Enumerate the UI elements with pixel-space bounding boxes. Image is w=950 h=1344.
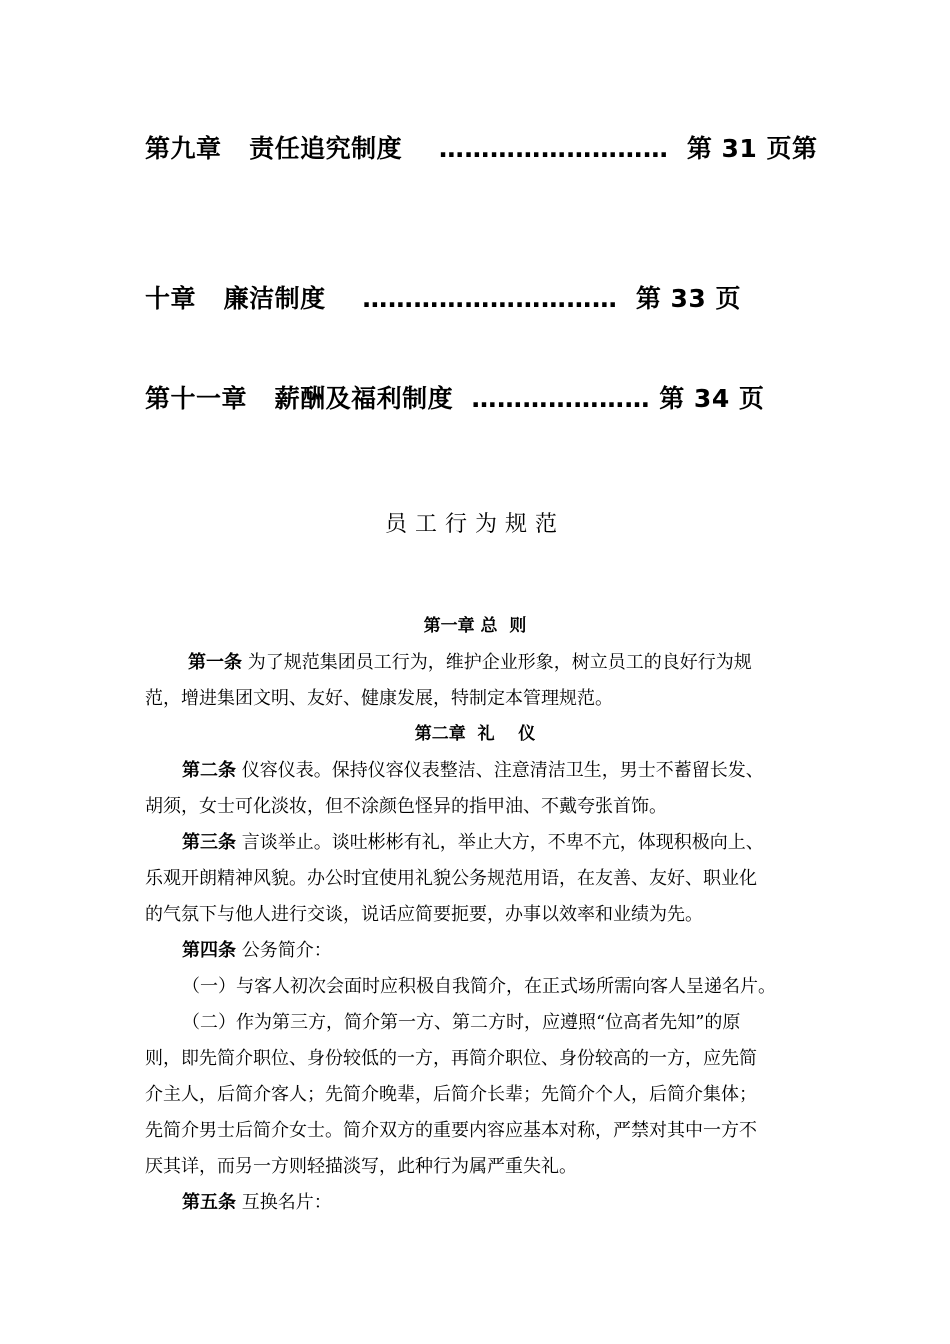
- paragraph-line: 介主人，后简介客人；先简介晚辈，后简介长辈；先简介个人，后简介集体；: [145, 1084, 757, 1105]
- paragraph-line: 的气氛下与他人进行交谈，说话应简要扼要，办事以效率和业绩为先。: [145, 904, 703, 925]
- paragraph-line: 范，增进集团文明、友好、健康发展，特制定本管理规范。: [145, 688, 613, 709]
- article-label: 第二条: [182, 760, 236, 781]
- article-text: 为了规范集团员工行为，维护企业形象，树立员工的良好行为规: [242, 652, 752, 673]
- list-item-1: （一）与客人初次会面时应积极自我简介，在正式场所需向客人呈递名片。: [182, 976, 776, 997]
- article-text: 互换名片：: [236, 1192, 332, 1213]
- article-2-first-line: [182, 759, 764, 783]
- paragraph-line: 胡须，女士可化淡妆，但不涂颜色怪异的指甲油、不戴夸张首饰。: [145, 796, 667, 817]
- paragraph-line: 厌其详，而另一方则轻描淡写，此种行为属严重失礼。: [145, 1156, 577, 1177]
- article-text: 言谈举止。谈吐彬彬有礼，举止大方，不卑不亢，体现积极向上、: [236, 832, 764, 853]
- article-label: 第五条: [182, 1192, 236, 1213]
- toc-entry-chapter-9: 第九章 责任追究制度 ……………………… 第 31 页第: [145, 134, 818, 163]
- article-label: 第三条: [182, 832, 236, 853]
- article-1-first-line: [188, 651, 752, 675]
- article-4-first-line: [182, 939, 332, 963]
- article-3-first-line: [182, 831, 764, 855]
- paragraph-line: 则，即先简介职位、身份较低的一方，再简介职位、身份较高的一方，应先简: [145, 1048, 757, 1069]
- toc-entry-chapter-11: 第十一章 薪酬及福利制度 ………………… 第 34 页: [145, 384, 765, 413]
- article-text: 仪容仪表。保持仪容仪表整洁、注意清洁卫生，男士不蓄留长发、: [236, 760, 764, 781]
- list-item-2-first-line: （二）作为第三方，简介第一方、第二方时，应遵照“位高者先知”的原: [182, 1012, 741, 1033]
- article-5-first-line: [182, 1191, 332, 1215]
- article-text: 公务简介：: [236, 940, 332, 961]
- chapter-heading-2: 第二章 礼 仪: [414, 724, 536, 744]
- document-title: 员工行为规范: [384, 512, 565, 537]
- paragraph-line: 乐观开朗精神风貌。办公时宜使用礼貌公务规范用语，在友善、友好、职业化: [145, 868, 757, 889]
- toc-entry-chapter-10: 十章 廉洁制度 ………………………… 第 33 页: [145, 284, 742, 313]
- article-label: 第一条: [188, 652, 242, 673]
- chapter-heading-1: 第一章 总 则: [423, 616, 527, 636]
- paragraph-line: 先简介男士后简介女士。简介双方的重要内容应基本对称，严禁对其中一方不: [145, 1120, 757, 1141]
- article-label: 第四条: [182, 940, 236, 961]
